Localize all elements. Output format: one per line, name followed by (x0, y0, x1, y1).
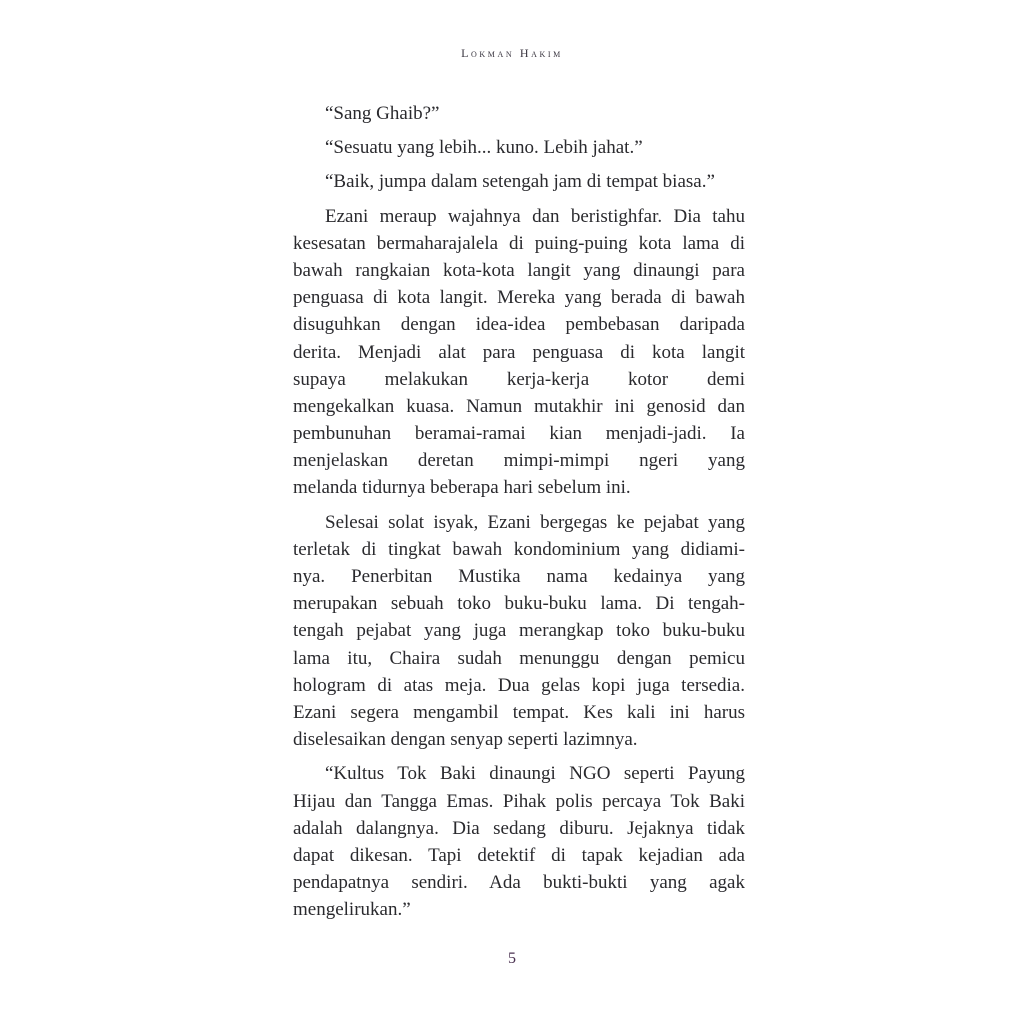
text-line: disuguhkan dengan idea-idea pembebasan daripada (293, 314, 745, 336)
paragraph (293, 760, 745, 923)
paragraph (293, 509, 745, 754)
text-line: “Baik, jumpa dalam setengah jam di tempat biasa.” (325, 171, 715, 193)
text-line: merupakan sebuah toko buku-buku lama. Di tengah- (293, 593, 745, 615)
text-line: menjelaskan deretan mimpi-mimpi ngeri yang (293, 450, 745, 472)
text-line: Hijau dan Tangga Emas. Pihak polis percaya Tok Baki (293, 790, 745, 812)
text-line: nya. Penerbitan Mustika nama kedainya yang (293, 566, 745, 587)
paragraph (293, 168, 745, 195)
paragraph (293, 100, 745, 127)
text-line: pembunuhan beramai-ramai kian menjadi-jadi. Ia (293, 423, 745, 445)
text-line: terletak di tingkat bawah kondominium yang didiami- (293, 538, 745, 560)
text-line: “Sang Ghaib?” (325, 103, 440, 124)
text-line: mengelirukan.” (293, 899, 411, 921)
text-line: tengah pejabat yang juga merangkap toko buku-buku (293, 620, 745, 642)
text-line: penguasa di kota langit. Mereka yang berada di bawah (293, 287, 745, 309)
text-line: supaya melakukan kerja-kerja kotor demi (293, 368, 745, 390)
text-line: adalah dalangnya. Dia sedang diburu. Jejaknya tidak (293, 817, 745, 839)
text-line: kesesatan bermaharajalela di puing-puing kota lama di (293, 232, 745, 254)
text-line: pendapatnya sendiri. Ada bukti-bukti yang agak (293, 872, 745, 894)
body-text (293, 100, 745, 930)
text-line: lama itu, Chaira sudah menunggu dengan pemicu (293, 647, 745, 669)
text-line: hologram di atas meja. Dua gelas kopi juga tersedia. (293, 674, 745, 696)
text-line: Ezani segera mengambil tempat. Kes kali ini harus (293, 701, 745, 723)
text-line: derita. Menjadi alat para penguasa di kota langit (293, 341, 745, 363)
text-line: dapat dikesan. Tapi detektif di tapak kejadian ada (293, 844, 745, 866)
text-line: melanda tidurnya beberapa hari sebelum ini. (293, 477, 631, 499)
paragraph (293, 203, 745, 502)
text-line: “Kultus Tok Baki dinaungi NGO seperti Payung (325, 763, 745, 785)
text-line: Selesai solat isyak, Ezani bergegas ke pejabat yang (325, 511, 745, 533)
running-header-author: Lokman Hakim (461, 46, 563, 60)
text-line: Ezani meraup wajahnya dan beristighfar. Dia tahu (325, 205, 745, 227)
text-line: “Sesuatu yang lebih... kuno. Lebih jahat.” (325, 137, 643, 159)
paragraph (293, 134, 745, 161)
text-line: mengekalkan kuasa. Namun mutakhir ini genosid dan (293, 395, 745, 417)
page-number: 5 (508, 950, 516, 967)
text-line: diselesaikan dengan senyap seperti lazimnya. (293, 729, 638, 751)
text-line: bawah rangkaian kota-kota langit yang dinaungi para (293, 259, 745, 281)
